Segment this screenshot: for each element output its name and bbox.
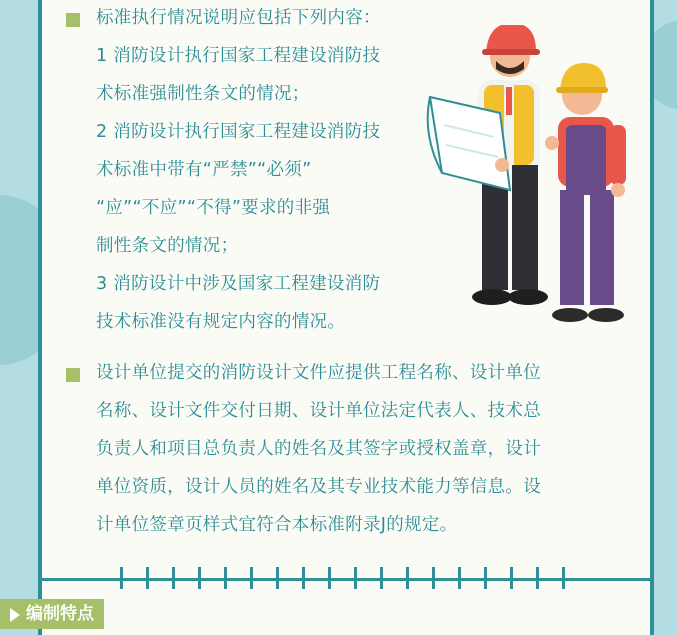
ruler-tick <box>198 567 201 589</box>
section2-line-4: 单位资质，设计人员的姓名及其专业技术能力等信息。设 <box>96 477 541 497</box>
section1-line-7: 制性条文的情况； <box>96 236 239 256</box>
section2-text <box>96 359 541 540</box>
section2-line-3: 负责人和项目总负责人的姓名及其签字或授权盖章，设计 <box>96 439 541 459</box>
section2-line-2: 名称、设计文件交付日期、设计单位法定代表人、技术总 <box>96 401 541 421</box>
ruler-tick <box>354 567 357 589</box>
section2-line-5: 计单位签章页样式宜符合本标准附录J的规定。 <box>96 515 458 535</box>
ruler-tick <box>120 567 123 589</box>
ruler-tick <box>276 567 279 589</box>
section1-line-5: 术标准中带有“严禁”“必须” <box>96 160 312 180</box>
frame-right-border <box>650 0 654 635</box>
bullet-square-1 <box>66 13 80 27</box>
section1-line-6: “应”“不应”“不得”要求的非强 <box>96 198 331 218</box>
ruler-tick <box>432 567 435 589</box>
section1-line-3: 术标准强制性条文的情况； <box>96 84 310 104</box>
ruler-tick <box>536 567 539 589</box>
ruler-tick <box>562 567 565 589</box>
ruler-tick <box>146 567 149 589</box>
section-tag-label: 编制特点 <box>0 599 104 629</box>
ruler-baseline <box>42 578 650 581</box>
ruler-tick <box>302 567 305 589</box>
section1-line-9: 技术标准没有规定内容的情况。 <box>96 312 346 332</box>
ruler-tick <box>510 567 513 589</box>
ruler-tick <box>406 567 409 589</box>
ruler-tick <box>224 567 227 589</box>
ruler-tick <box>458 567 461 589</box>
bullet-square-2 <box>66 368 80 382</box>
construction-workers-illustration <box>420 25 640 335</box>
section2-line-1: 设计单位提交的消防设计文件应提供工程名称、设计单位 <box>96 363 541 383</box>
section1-line-2: 1 消防设计执行国家工程建设消防技 <box>96 46 381 66</box>
ruler-tick <box>484 567 487 589</box>
ruler-tick <box>328 567 331 589</box>
section1-line-8: 3 消防设计中涉及国家工程建设消防 <box>96 274 381 294</box>
ruler-tick <box>250 567 253 589</box>
section1-text <box>96 4 381 337</box>
section1-line-1: 标准执行情况说明应包括下列内容： <box>96 8 381 28</box>
ruler-tick <box>172 567 175 589</box>
chevron-right-icon <box>8 607 22 623</box>
section1-line-4: 2 消防设计执行国家工程建设消防技 <box>96 122 381 142</box>
worker-right <box>552 63 626 322</box>
ruler-tick <box>380 567 383 589</box>
